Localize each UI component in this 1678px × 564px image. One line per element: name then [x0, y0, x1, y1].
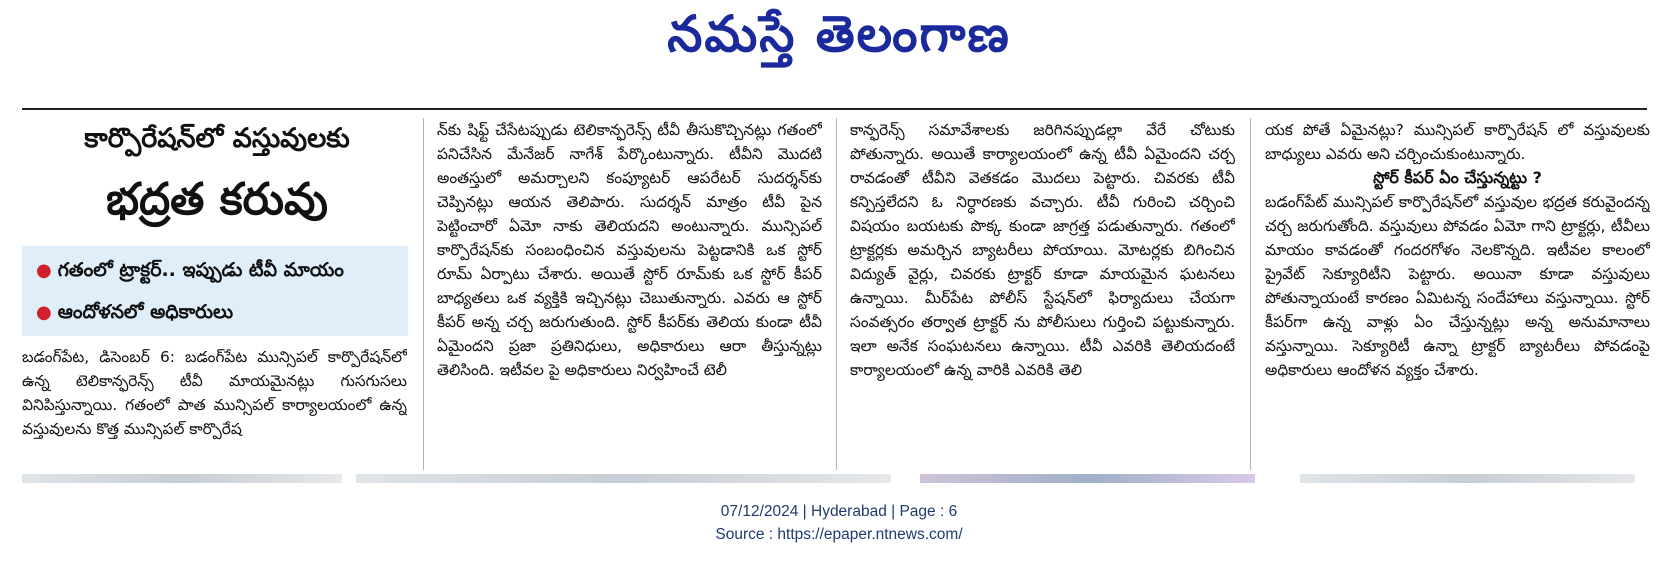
- highlight-text: ఆందోళనలో అధికారులు: [57, 301, 234, 323]
- column-divider: [836, 118, 837, 470]
- page-info: 07/12/2024 | Hyderabad | Page : 6: [720, 503, 958, 520]
- article-headline-kicker: కార్పొరేషన్‌లో వస్తువులకు: [84, 123, 350, 154]
- column-text: కాన్ఫరెన్స్ సమావేశాలకు జరిగినప్పుడల్లా వేరే చోటుకు పోతున్నారు. అయితే కార్యాలయంలో ఉన్న టీవీ ఏమైందని చర్చ రావడంతో టీవీని వెతకడం మొదలు పెట్టారు. చివరకు టీవీ కన్పిస్తలేదని ఓ నిర్ధారణకు వచ్చారు. టీవీ గురించి చర్చించి విషయం బయటకు పొక్క కుండా జాగ్రత్త పడుతున్నారు. గతంలో ట్రాక్టర్లకు అమర్చిన బ్యాటరీలు పోయాయి. మోటర్లకు బిగించిన విద్యుత్ వైర్లు, చివరకు ట్రాక్టర్ కూడా మాయమైన ఘటనలు ఉన్నాయి. మీర్‌పేట పోలీస్ స్టేషన్‌లో ఫిర్యాదులు చేయగా సంవత్సరం తర్వాత ట్రాక్టర్ ను పోలీసులు గుర్తించి పట్టుకున్నారు. ఇలా అనేక సంఘటనలు ఉన్నాయి. టీవీ ఎవరికి తెలియదంటే కార్యాలయంలో ఉన్న వారికి ఎవరికి తెలి: [850, 121, 1235, 379]
- highlight-item: [36, 250, 344, 290]
- newspaper-masthead: నమస్తే తెలంగాణ: [667, 4, 1011, 63]
- photo-strip: [920, 474, 1255, 483]
- photo-strip: [356, 474, 891, 483]
- bullet-icon: ●: [36, 260, 52, 281]
- highlights-box: [22, 246, 408, 336]
- column-divider: [1250, 118, 1251, 470]
- article-column-3: [850, 118, 1235, 469]
- article-headline: భద్రత కరువు: [106, 174, 328, 225]
- article-column-4: [1265, 118, 1650, 469]
- highlight-text: గతంలో ట్రాక్టర్.. ఇప్పుడు టీవీ మాయం: [57, 259, 344, 281]
- photo-strip: [22, 474, 342, 483]
- header-rule: [22, 108, 1647, 110]
- column-text: న్‌కు షిఫ్ట్ చేసేటప్పుడు టెలికాన్ఫరెన్స్ టీవీ తీసుకొచ్చినట్లు గతంలో పనిచేసిన మేనేజర్ నాగేశ్ పేర్కొంటున్నారు. టీవీని మొదటి అంతస్తులో అమర్చాలని కంప్యూటర్ ఆపరేటర్ సుదర్శన్‌కు చెప్పినట్లు ఆయన తెలిపారు. సుదర్శన్ మాత్రం టీవీ పైన పెట్టించారో ఏమో నాకు తెలియదని అంటున్నారు. మున్సిపల్ కార్పొరేషన్‌కు సంబంధించిన వస్తువులను పెట్టడానికి ఒక స్టోర్ రూమ్ ఏర్పాటు చేశారు. అయితే స్టోర్ రూమ్‌కు ఒక స్టోర్ కీపర్ బాధ్యతలు ఒక వ్యక్తికి ఇచ్చినట్లు చెబుతున్నారు. ఎవరు ఆ స్టోర్ కీపర్ అన్న చర్చ జరుగుతుంది. స్టోర్ కీపర్‌కు తెలియ కుండా టీవీ ఏమైందని ప్రజా ప్రతినిధులు, అధికారులు ఆరా తీస్తున్నట్లు తెలిసింది. ఇటీవల పై అధికారులు నిర్వహించే టెలీ: [437, 121, 822, 379]
- column-text: బడంగ్‌పేట్ మున్సిపల్ కార్పొరేషన్‌లో వస్తువుల భద్రత కరువైందన్న చర్చ జరుగుతోంది. వస్తువులు పోవడం ఏమో గాని ట్రాక్టర్లు, టీవీలు మాయం కావడంతో గందరగోళం నెలకొన్నది. ఇటీవల కాలంలో ప్రైవేట్ సెక్యూరిటీని పెట్టారు. అయినా కూడా వస్తువులు పోతున్నాయంటే కారణం ఏమిటన్న సందేహాలు వస్తున్నాయి. స్టోర్ కీపర్‌గా ఉన్న వాళ్లు ఏం చేస్తున్నట్లు అన్న అనుమానాలు వస్తున్నాయి. సెక్యూరిటీ ఉన్నా ట్రాక్టర్ బ్యాటరీలు పోవడంపై అధికారులు ఆందోళన వ్యక్తం చేశారు.: [1265, 193, 1650, 379]
- column-text: బడంగ్‌పేట, డిసెంబర్ 6: బడంగ్‌పేట మున్సిపల్ కార్పొరేషన్‌లో ఉన్న టెలికాన్ఫరెన్స్ టీవీ మాయమైనట్లు గుసగుసలు వినిపిస్తున్నాయి. గతంలో పాత మున్సిపల్ కార్యాలయంలో ఉన్న వస్తువులను కొత్త మున్సిపల్ కార్పొరేష: [22, 348, 407, 438]
- column-text: యక పోతే ఏమైనట్లు? మున్సిపల్ కార్పొరేషన్ లో వస్తువులకు బాధ్యులు ఎవరు అని చర్చించుకుంటున్నారు.: [1265, 121, 1650, 163]
- bullet-icon: ●: [36, 302, 52, 323]
- article-column-1: [22, 345, 407, 469]
- section-subheading: స్టోర్ కీపర్ ఏం చేస్తున్నట్టు ?: [1373, 168, 1542, 187]
- highlight-item: [36, 292, 233, 332]
- article-column-2: [437, 118, 822, 469]
- photo-strip: [1300, 474, 1635, 483]
- column-divider: [423, 118, 424, 470]
- source-link[interactable]: Source : https://epaper.ntnews.com/: [715, 526, 963, 543]
